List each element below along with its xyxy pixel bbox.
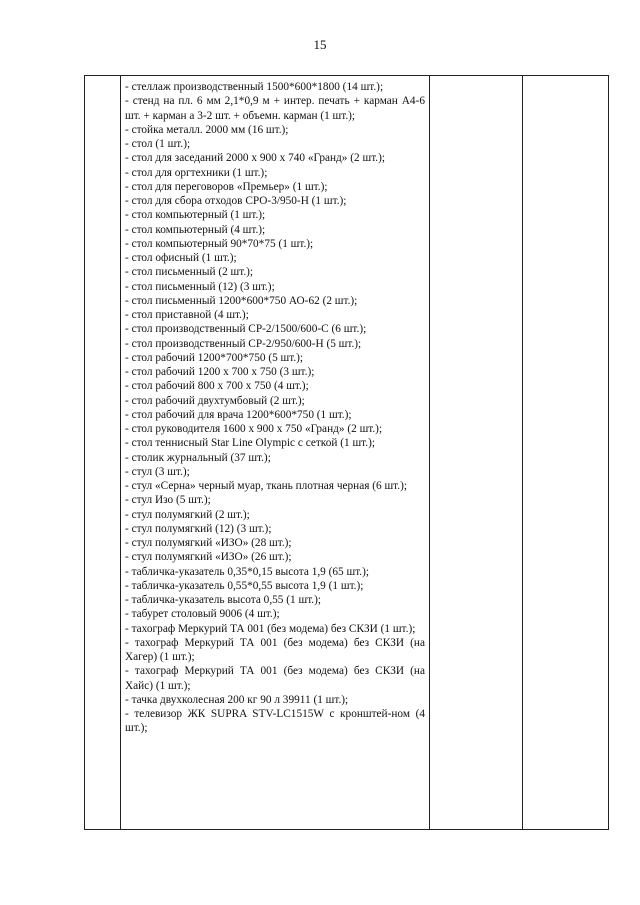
list-item: - стол производственный СР-2/1500/600-С (6 шт.);: [125, 323, 367, 336]
number-cell: [85, 76, 121, 830]
list-item: - стул полумягкий «ИЗО» (26 шт.);: [125, 551, 292, 564]
list-item: - стол рабочий двухтумбовый (2 шт.);: [125, 394, 305, 407]
list-item: - стол рабочий 800 х 700 х 750 (4 шт.);: [125, 380, 309, 393]
list-item: - тахограф Меркурий ТА 001 (без модема) без СКЗИ (на Хайс) (1 шт.);: [125, 665, 425, 692]
list-item: - стол рабочий 1200*700*750 (5 шт.);: [125, 351, 304, 364]
list-item: - стул Изо (5 шт.);: [125, 494, 211, 507]
list-item: - стул полумягкий (12) (3 шт.);: [125, 522, 272, 535]
list-item: - табличка-указатель высота 0,55 (1 шт.);: [125, 594, 322, 606]
empty-cell: [523, 76, 609, 830]
list-item: - стол приставной (4 шт.);: [125, 309, 249, 321]
list-item: - стол для переговоров «Премьер» (1 шт.);: [125, 180, 328, 193]
items-list: [121, 76, 429, 736]
list-item: - стол компьютерный (4 шт.);: [125, 223, 266, 236]
list-item: - табурет столовый 9006 (4 шт.);: [125, 608, 280, 621]
list-item: - стол рабочий для врача 1200*600*750 (1 шт.);: [125, 408, 352, 421]
list-item: - стул (3 шт.);: [125, 465, 190, 478]
list-item: - стол письменный 1200*600*750 АО-62 (2 шт.);: [125, 294, 358, 307]
list-item: - столик журнальный (37 шт.);: [125, 451, 271, 464]
list-item: - стол руководителя 1600 х 900 х 750 «Гранд» (2 шт.);: [125, 423, 383, 435]
list-item: - стойка металл. 2000 мм (16 шт.);: [125, 123, 289, 136]
list-item: - тахограф Меркурий ТА 001 (без модема) без СКЗИ (1 шт.);: [125, 622, 416, 635]
list-item: - табличка-указатель 0,35*0,15 высота 1,9 (65 шт.);: [125, 565, 370, 578]
list-item: - стул полумягкий «ИЗО» (28 шт.);: [125, 537, 292, 549]
list-item: - стол (1 шт.);: [125, 138, 191, 150]
page-number: 15: [313, 37, 327, 52]
list-item: - тахограф Меркурий ТА 001 (без модема) без СКЗИ (на Хагер) (1 шт.);: [125, 636, 425, 663]
list-item: - стол для сбора отходов СРО-3/950-Н (1 шт.);: [125, 195, 347, 207]
list-item: - стол производственный СР-2/950/600-Н (5 шт.);: [125, 337, 362, 350]
list-item: - стол компьютерный (1 шт.);: [125, 209, 266, 222]
list-item: - стул полумягкий (2 шт.);: [125, 508, 250, 521]
inventory-table: [84, 75, 609, 830]
list-item: - стеллаж производственный 1500*600*1800 (14 шт.);: [125, 81, 384, 93]
list-item: - телевизор ЖК SUPRA STV-LC1515W с кронштей-ном (4 шт.);: [125, 708, 425, 735]
list-item: - стол рабочий 1200 х 700 х 750 (3 шт.);: [125, 366, 315, 378]
list-item: - стол письменный (2 шт.);: [125, 266, 254, 279]
list-item: - тачка двухколесная 200 кг 90 л 39911 (1 шт.);: [125, 693, 349, 706]
items-cell: [121, 76, 430, 830]
empty-cell: [430, 76, 523, 830]
list-item: - стул «Серна» черный муар, ткань плотная черная (6 шт.);: [125, 480, 407, 492]
list-item: - стол офисный (1 шт.);: [125, 252, 237, 264]
list-item: - стол письменный (12) (3 шт.);: [125, 280, 275, 293]
table-row: [85, 76, 609, 830]
list-item: - стол компьютерный 90*70*75 (1 шт.);: [125, 237, 314, 250]
list-item: - стол для заседаний 2000 х 900 х 740 «Гранд» (2 шт.);: [125, 152, 386, 165]
list-item: - стенд на пл. 6 мм 2,1*0,9 м + интер. печать + карман А4-6 шт. + карман а 3-2 шт. + объемн. карман (1 шт.);: [125, 95, 425, 122]
list-item: - табличка-указатель 0,55*0,55 высота 1,9 (1 шт.);: [125, 579, 364, 592]
list-item: - стол теннисный Star Line Olympic с сеткой (1 шт.);: [125, 437, 375, 450]
list-item: - стол для оргтехники (1 шт.);: [125, 166, 268, 179]
